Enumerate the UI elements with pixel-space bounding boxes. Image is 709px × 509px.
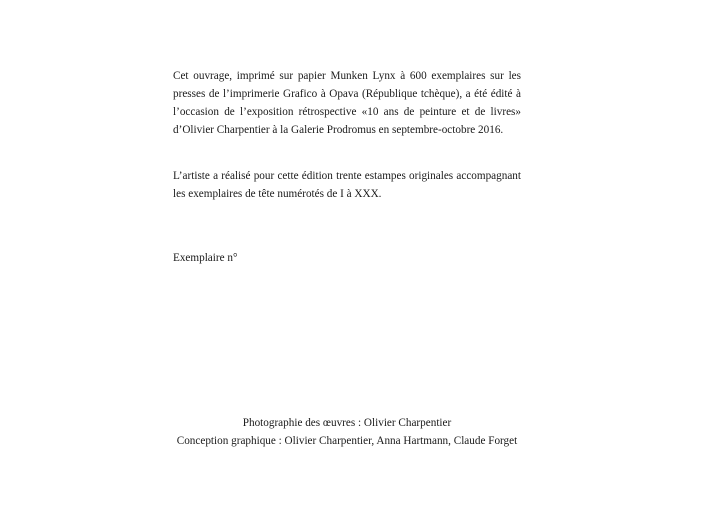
artist-note-block [173,167,521,203]
artist-note-paragraph: L’artiste a réalisé pour cette édition trente estampes originales accompagnant les exemplaires de tête numérotés de I à XXX. [173,170,521,200]
colophon-paragraph: Cet ouvrage, imprimé sur papier Munken Lynx à 600 exemplaires sur les presses de l’imprimerie Grafico à Opava (République tchèque), a été édité à l’occasion de l’exposition rétrospective «10 ans de peinture et de livres» d’Olivier Charpentier à la Galerie Prodromus en septembre-octobre 2016. [173,70,521,136]
copy-number-block [173,249,521,267]
credits-block [173,414,521,450]
design-credit: Conception graphique : Olivier Charpentier, Anna Hartmann, Claude Forget [176,435,518,447]
copy-number-label: Exemplaire n° [173,252,238,264]
photography-credit: Photographie des œuvres : Olivier Charpentier [242,417,452,429]
colophon-paragraph-block [173,67,521,139]
